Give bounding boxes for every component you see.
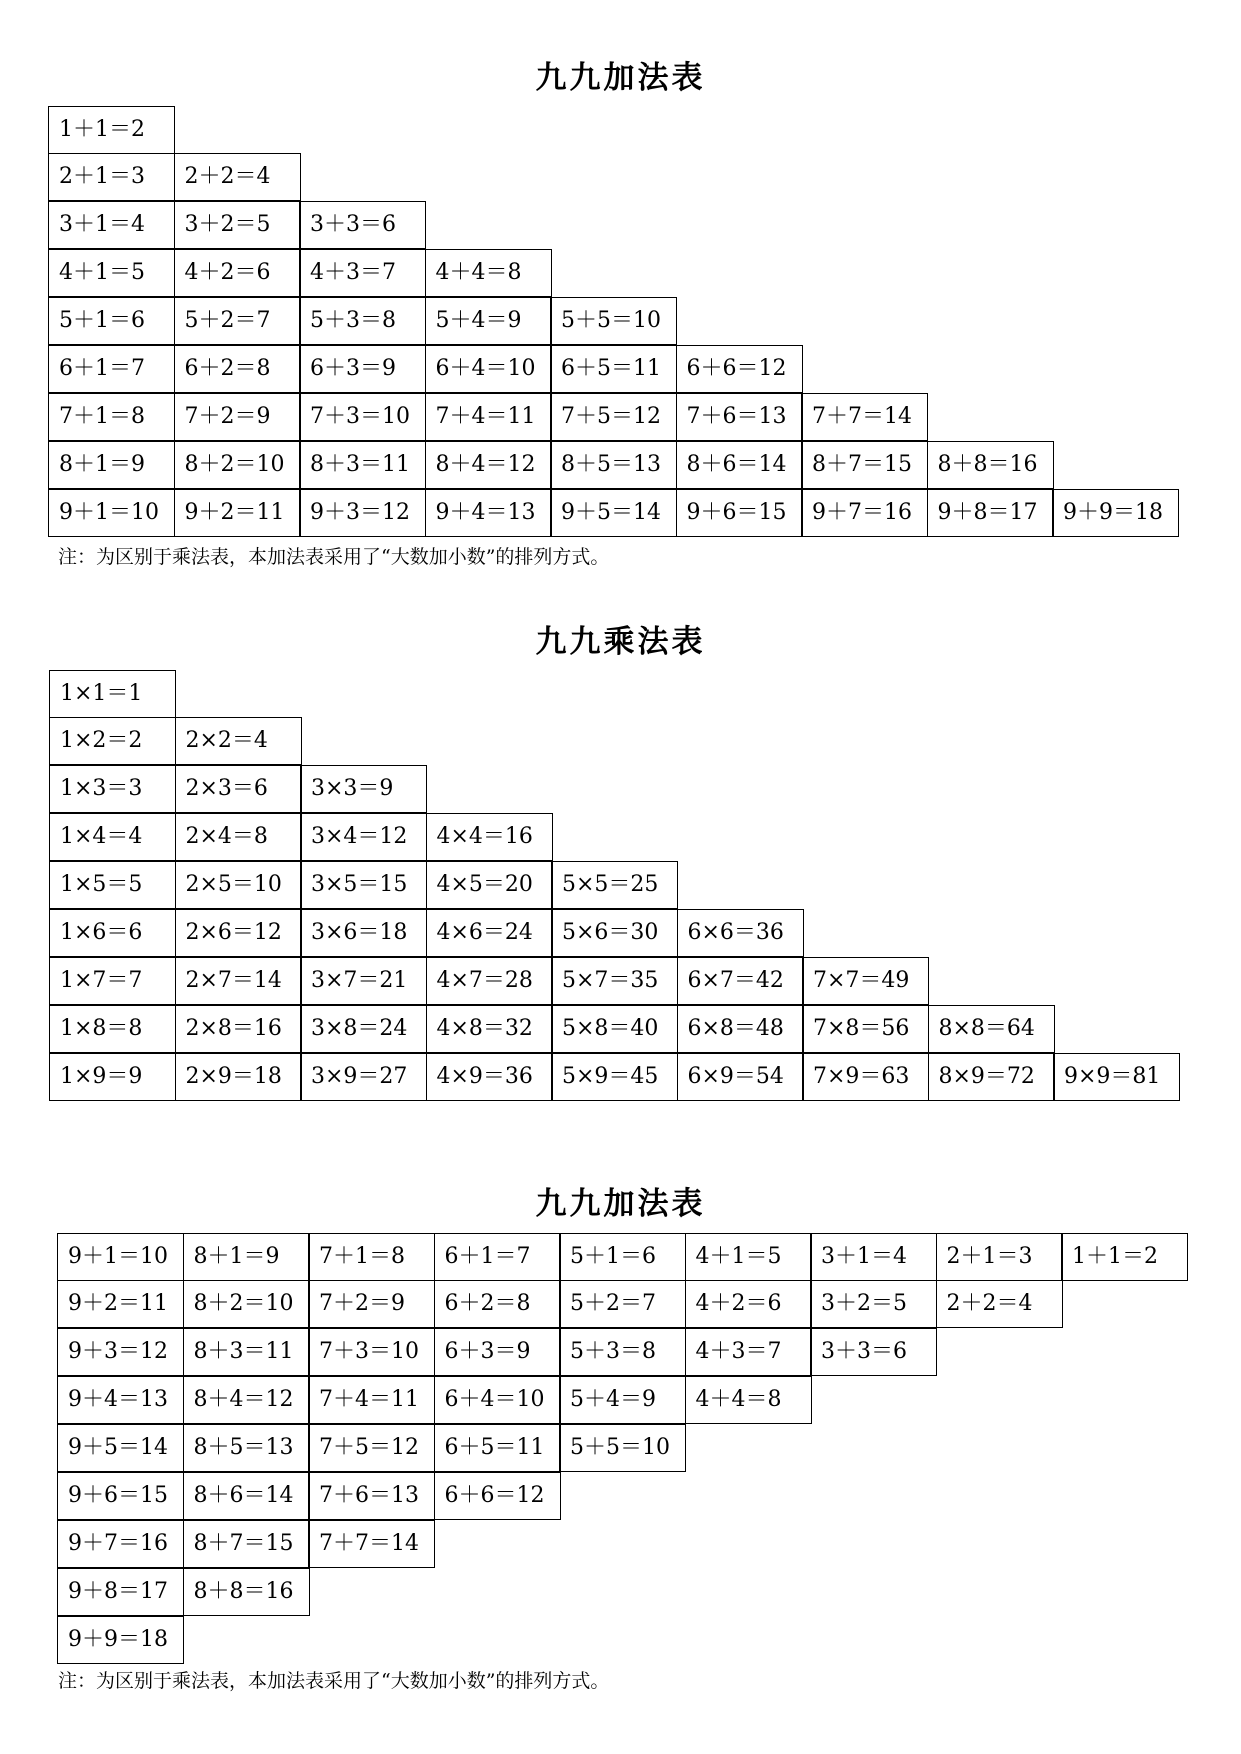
reverse-addition-table: [57, 1233, 1188, 1665]
addition-table-title: 九九加法表: [535, 60, 706, 96]
table-cell: 6＋6＝12: [676, 345, 803, 393]
table-row: [48, 250, 1179, 298]
table-cell: 3＋3＝6: [810, 1328, 937, 1376]
table-cell: 8＋6＝14: [676, 441, 803, 489]
table-cell: 8＋6＝14: [183, 1472, 310, 1520]
table-cell: 2×7＝14: [175, 957, 302, 1005]
table-cell: 7＋6＝13: [308, 1472, 435, 1520]
table-cell: 8＋2＝10: [183, 1280, 310, 1328]
table-cell: 8＋1＝9: [183, 1233, 310, 1281]
table-cell: 3×9＝27: [300, 1053, 427, 1101]
table-cell: 7＋3＝10: [299, 393, 426, 441]
table-row: [48, 202, 1179, 250]
table-cell: 3＋2＝5: [174, 201, 301, 249]
table-cell: 3×8＝24: [300, 1005, 427, 1053]
table-cell: 8×9＝72: [928, 1053, 1055, 1101]
table-row: [49, 910, 1180, 958]
table-cell: 2＋1＝3: [936, 1233, 1063, 1281]
table-cell: 5×9＝45: [551, 1053, 678, 1101]
table-cell: 5＋2＝7: [559, 1280, 686, 1328]
table-cell: 1＋1＝2: [1061, 1233, 1188, 1281]
table-cell: 3×3＝9: [300, 765, 427, 813]
reverse-addition-table-title: 九九加法表: [535, 1186, 706, 1222]
table-row: [57, 1425, 1188, 1473]
table-cell: 5×8＝40: [551, 1005, 678, 1053]
table-row: [48, 442, 1179, 490]
table-cell: 4×5＝20: [426, 861, 553, 909]
table-cell: 1＋1＝2: [48, 106, 175, 154]
table-cell: 2＋1＝3: [48, 153, 175, 201]
table-cell: 3×4＝12: [300, 813, 427, 861]
table-row: [48, 490, 1179, 538]
table-cell: 6＋6＝12: [434, 1472, 561, 1520]
table-cell: 1×8＝8: [49, 1005, 176, 1053]
table-cell: 7＋2＝9: [308, 1280, 435, 1328]
table-cell: 6＋4＝10: [434, 1376, 561, 1424]
addition-table-note: 注：为区别于乘法表，本加法表采用了“大数加小数”的排列方式。: [58, 546, 610, 568]
table-cell: 8＋4＝12: [425, 441, 552, 489]
table-cell: 8＋5＝13: [550, 441, 677, 489]
table-cell: 3＋2＝5: [810, 1280, 937, 1328]
table-cell: 4＋1＝5: [685, 1233, 812, 1281]
table-cell: 2×5＝10: [175, 861, 302, 909]
table-cell: 4×4＝16: [426, 813, 553, 861]
table-cell: 7＋1＝8: [308, 1233, 435, 1281]
table-cell: 2＋2＝4: [174, 153, 301, 201]
table-cell: 2×6＝12: [175, 909, 302, 957]
table-cell: 8＋7＝15: [183, 1520, 310, 1568]
table-cell: 6＋1＝7: [48, 345, 175, 393]
table-cell: 9＋1＝10: [48, 489, 175, 537]
table-cell: 9＋4＝13: [57, 1376, 184, 1424]
table-cell: 5＋1＝6: [48, 297, 175, 345]
table-row: [48, 394, 1179, 442]
table-cell: 4＋2＝6: [685, 1280, 812, 1328]
table-cell: 9＋3＝12: [57, 1328, 184, 1376]
table-cell: 7＋4＝11: [308, 1376, 435, 1424]
table-cell: 9＋7＝16: [801, 489, 928, 537]
table-cell: 8＋3＝11: [183, 1328, 310, 1376]
table-row: [49, 814, 1180, 862]
table-cell: 2×9＝18: [175, 1053, 302, 1101]
table-row: [48, 154, 1179, 202]
multiplication-table-title: 九九乘法表: [535, 624, 706, 660]
table-cell: 9＋6＝15: [57, 1472, 184, 1520]
table-cell: 9＋7＝16: [57, 1520, 184, 1568]
table-cell: 5×5＝25: [551, 861, 678, 909]
table-cell: 3×6＝18: [300, 909, 427, 957]
table-cell: 4×7＝28: [426, 957, 553, 1005]
addition-table: [48, 106, 1179, 538]
table-cell: 2×8＝16: [175, 1005, 302, 1053]
table-cell: 9＋2＝11: [174, 489, 301, 537]
table-cell: 4＋2＝6: [174, 249, 301, 297]
table-cell: 5×6＝30: [551, 909, 678, 957]
table-cell: 8＋1＝9: [48, 441, 175, 489]
table-cell: 3＋3＝6: [299, 201, 426, 249]
table-cell: 7＋6＝13: [676, 393, 803, 441]
table-cell: 6＋3＝9: [434, 1328, 561, 1376]
table-cell: 4＋3＝7: [299, 249, 426, 297]
table-cell: 1×3＝3: [49, 765, 176, 813]
table-cell: 2＋2＝4: [936, 1280, 1063, 1328]
table-cell: 9＋9＝18: [57, 1616, 184, 1664]
table-cell: 1×9＝9: [49, 1053, 176, 1101]
table-cell: 3×5＝15: [300, 861, 427, 909]
table-cell: 5＋5＝10: [559, 1424, 686, 1472]
table-cell: 9＋3＝12: [299, 489, 426, 537]
table-cell: 7×9＝63: [802, 1053, 929, 1101]
table-cell: 6＋2＝8: [174, 345, 301, 393]
table-cell: 4＋3＝7: [685, 1328, 812, 1376]
table-row: [57, 1521, 1188, 1569]
table-cell: 4＋4＝8: [685, 1376, 812, 1424]
table-cell: 6＋5＝11: [550, 345, 677, 393]
table-cell: 6＋4＝10: [425, 345, 552, 393]
table-cell: 1×5＝5: [49, 861, 176, 909]
table-cell: 3＋1＝4: [48, 201, 175, 249]
table-cell: 9＋8＝17: [927, 489, 1054, 537]
table-cell: 8＋2＝10: [174, 441, 301, 489]
table-row: [57, 1329, 1188, 1377]
table-row: [48, 346, 1179, 394]
table-cell: 1×6＝6: [49, 909, 176, 957]
table-row: [49, 766, 1180, 814]
table-cell: 6×9＝54: [677, 1053, 804, 1101]
table-cell: 7×8＝56: [802, 1005, 929, 1053]
table-cell: 9＋5＝14: [57, 1424, 184, 1472]
table-cell: 7＋4＝11: [425, 393, 552, 441]
table-row: [57, 1281, 1188, 1329]
table-cell: 1×7＝7: [49, 957, 176, 1005]
table-cell: 5＋5＝10: [550, 297, 677, 345]
table-row: [49, 1006, 1180, 1054]
table-cell: 7＋5＝12: [308, 1424, 435, 1472]
table-row: [57, 1377, 1188, 1425]
table-row: [49, 958, 1180, 1006]
table-row: [49, 670, 1180, 718]
table-cell: 2×4＝8: [175, 813, 302, 861]
table-cell: 5＋4＝9: [559, 1376, 686, 1424]
table-cell: 7＋2＝9: [174, 393, 301, 441]
table-cell: 7＋7＝14: [308, 1520, 435, 1568]
table-cell: 9＋9＝18: [1052, 489, 1179, 537]
table-cell: 4＋1＝5: [48, 249, 175, 297]
table-cell: 8＋3＝11: [299, 441, 426, 489]
table-cell: 9×9＝81: [1053, 1053, 1180, 1101]
table-cell: 3＋1＝4: [810, 1233, 937, 1281]
table-cell: 7×7＝49: [802, 957, 929, 1005]
table-cell: 7＋1＝8: [48, 393, 175, 441]
table-cell: 5＋4＝9: [425, 297, 552, 345]
table-cell: 1×4＝4: [49, 813, 176, 861]
table-cell: 9＋8＝17: [57, 1568, 184, 1616]
table-cell: 6＋3＝9: [299, 345, 426, 393]
table-cell: 9＋1＝10: [57, 1233, 184, 1281]
table-cell: 4×9＝36: [426, 1053, 553, 1101]
reverse-addition-table-note: 注：为区别于乘法表，本加法表采用了“大数加小数”的排列方式。: [58, 1670, 610, 1692]
table-cell: 9＋5＝14: [550, 489, 677, 537]
table-cell: 4×6＝24: [426, 909, 553, 957]
table-row: [57, 1617, 1188, 1665]
table-cell: 5×7＝35: [551, 957, 678, 1005]
table-cell: 5＋2＝7: [174, 297, 301, 345]
table-cell: 8×8＝64: [928, 1005, 1055, 1053]
table-cell: 6＋1＝7: [434, 1233, 561, 1281]
table-cell: 9＋4＝13: [425, 489, 552, 537]
table-row: [48, 106, 1179, 154]
multiplication-table: [49, 670, 1180, 1102]
table-row: [48, 298, 1179, 346]
table-cell: 6×6＝36: [677, 909, 804, 957]
table-cell: 5＋1＝6: [559, 1233, 686, 1281]
table-cell: 7＋3＝10: [308, 1328, 435, 1376]
table-row: [57, 1233, 1188, 1281]
table-cell: 4×8＝32: [426, 1005, 553, 1053]
table-cell: 4＋4＝8: [425, 249, 552, 297]
table-cell: 8＋8＝16: [183, 1568, 310, 1616]
table-cell: 6＋2＝8: [434, 1280, 561, 1328]
table-cell: 1×2＝2: [49, 717, 176, 765]
table-cell: 2×3＝6: [175, 765, 302, 813]
table-cell: 8＋8＝16: [927, 441, 1054, 489]
table-row: [49, 862, 1180, 910]
table-cell: 9＋2＝11: [57, 1280, 184, 1328]
table-cell: 6＋5＝11: [434, 1424, 561, 1472]
table-row: [57, 1473, 1188, 1521]
table-cell: 8＋5＝13: [183, 1424, 310, 1472]
table-cell: 6×8＝48: [677, 1005, 804, 1053]
table-cell: 1×1＝1: [49, 670, 176, 718]
table-cell: 5＋3＝8: [559, 1328, 686, 1376]
table-cell: 6×7＝42: [677, 957, 804, 1005]
table-cell: 3×7＝21: [300, 957, 427, 1005]
table-cell: 8＋7＝15: [801, 441, 928, 489]
table-cell: 5＋3＝8: [299, 297, 426, 345]
table-cell: 7＋5＝12: [550, 393, 677, 441]
table-cell: 7＋7＝14: [801, 393, 928, 441]
table-row: [49, 718, 1180, 766]
table-row: [57, 1569, 1188, 1617]
table-cell: 8＋4＝12: [183, 1376, 310, 1424]
table-cell: 9＋6＝15: [676, 489, 803, 537]
table-row: [49, 1054, 1180, 1102]
table-cell: 2×2＝4: [175, 717, 302, 765]
